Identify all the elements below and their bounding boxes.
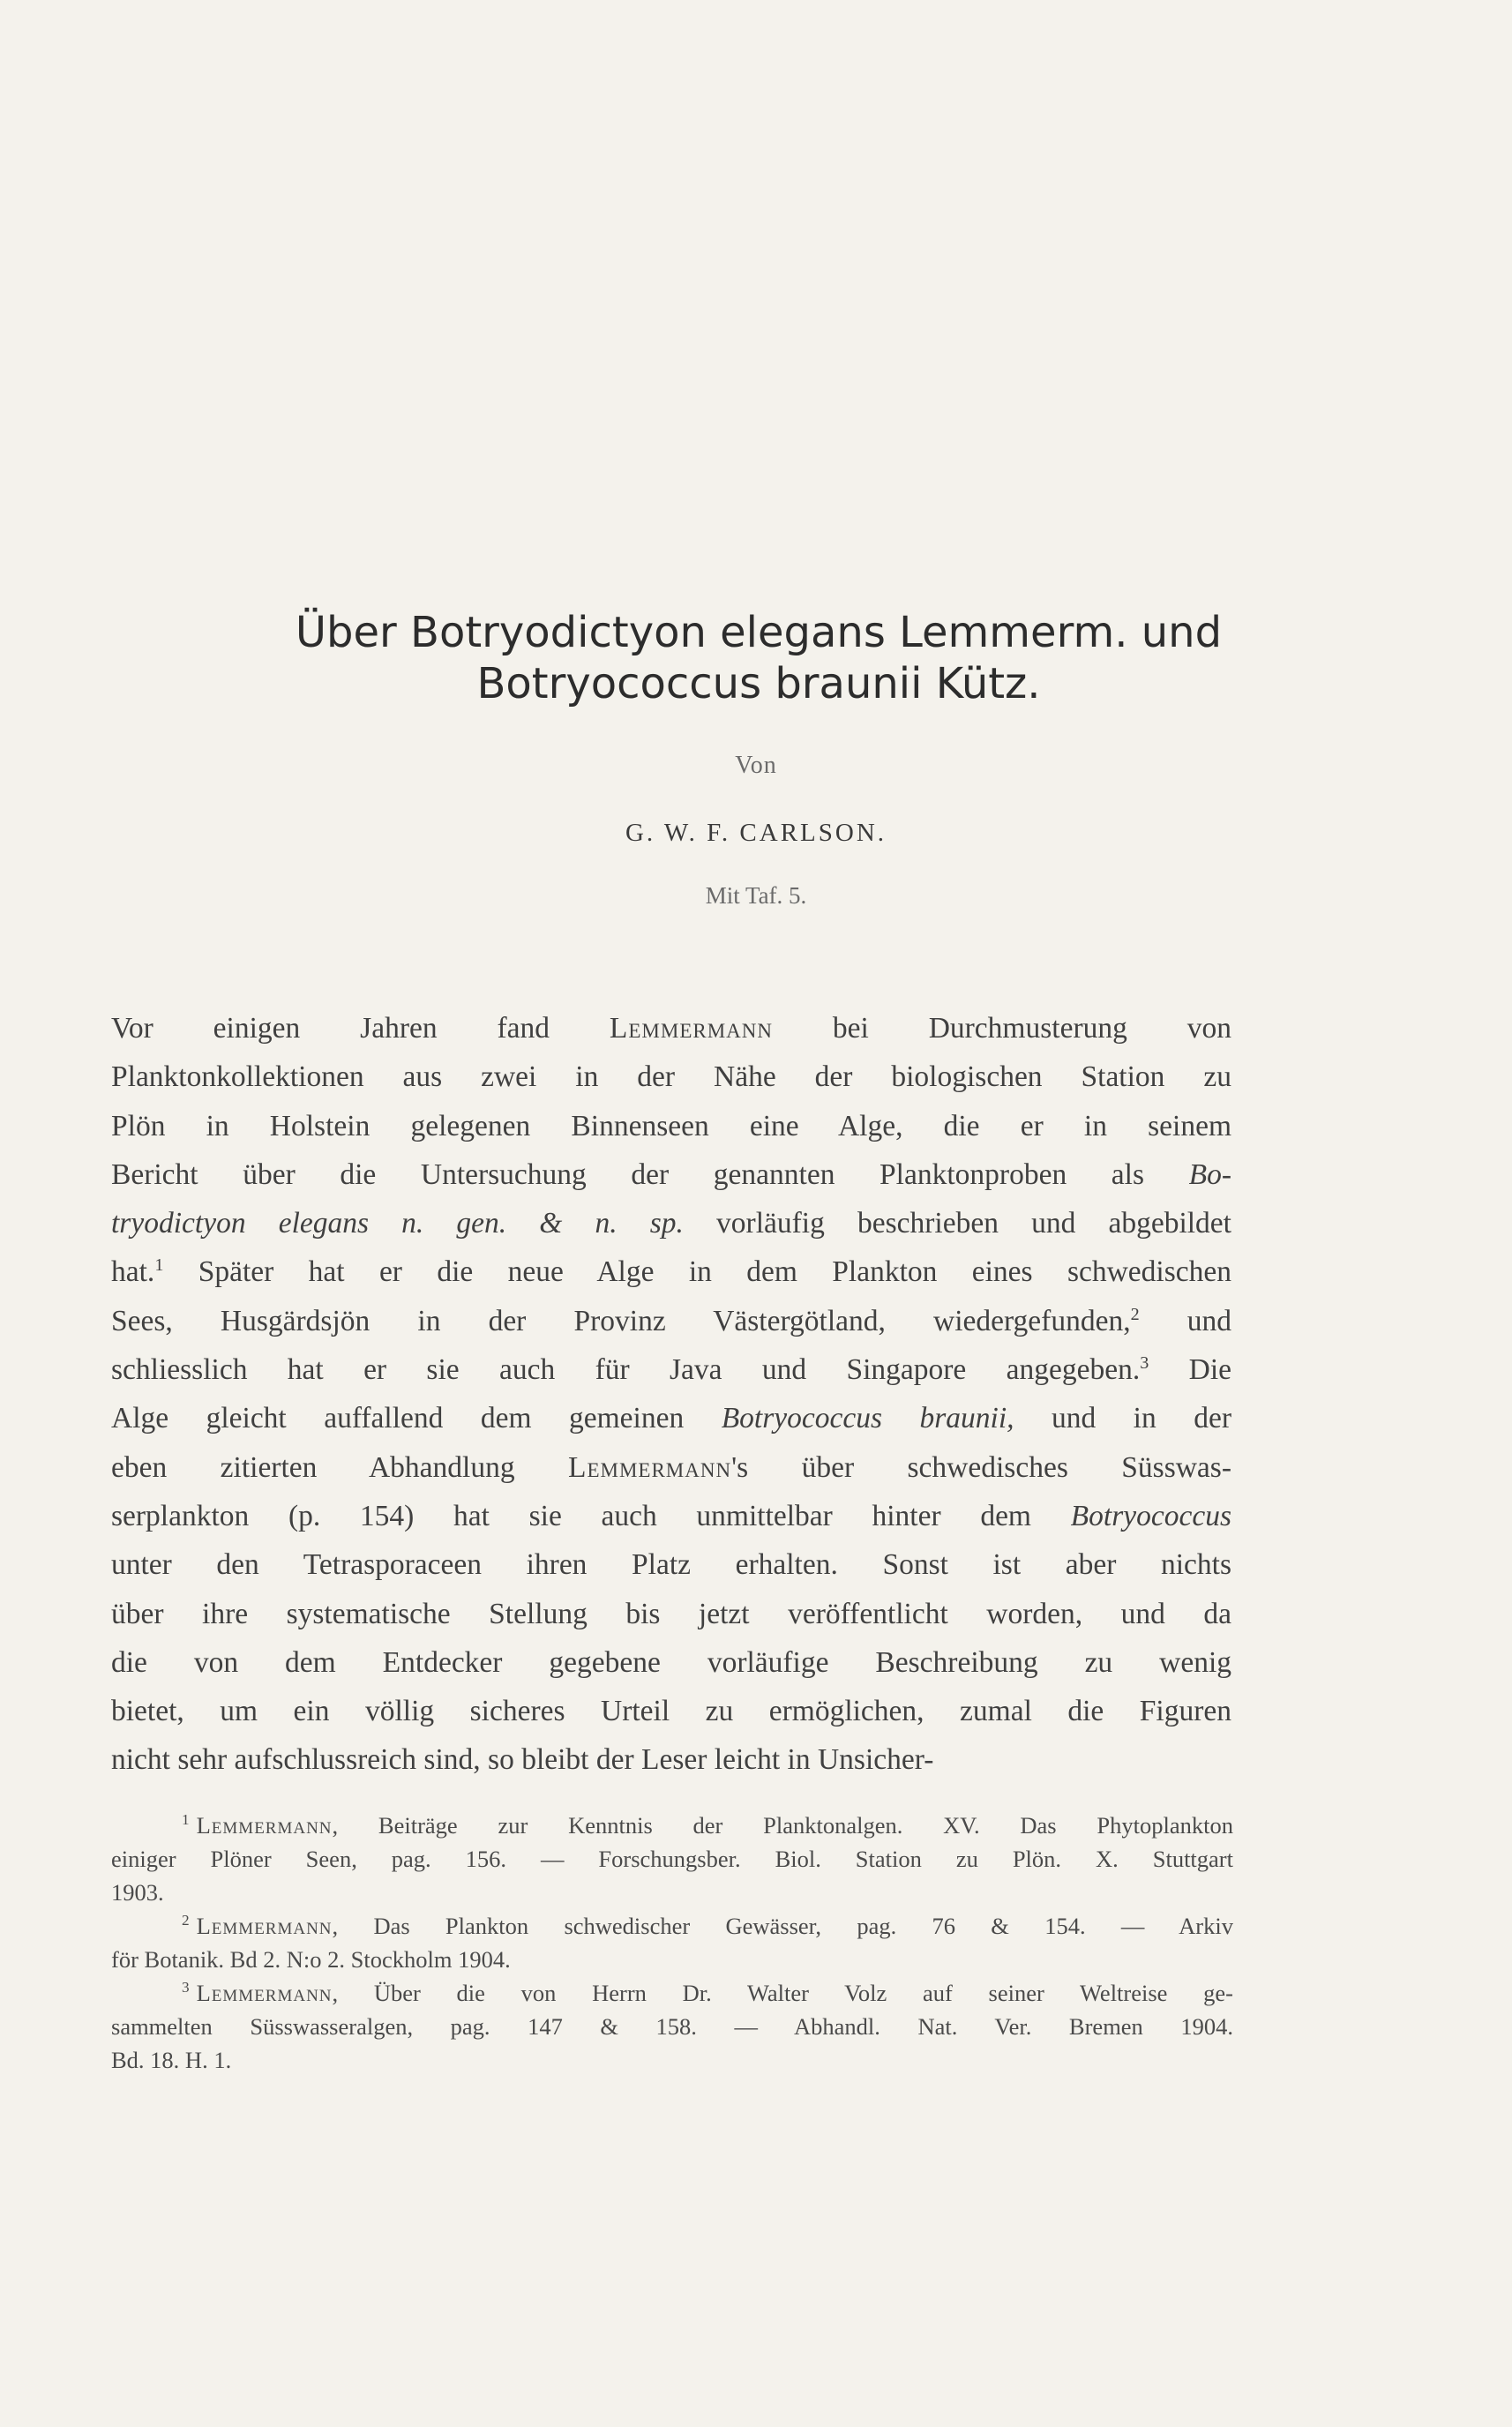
footnotes — [111, 1809, 1233, 2077]
body-line: bietet, um ein völlig sicheres Urteil zu ermöglichen, zumal die Figuren — [111, 1695, 1231, 1728]
author-reference: Lemmermann — [196, 1913, 333, 1939]
author-name: G. W. F. CARLSON. — [625, 819, 887, 847]
species-name: Bo- — [1188, 1157, 1231, 1191]
title-line-2: Botryococcus braunii Kütz. — [476, 659, 1041, 708]
body-line: hat.$^1$ Später hat er die neue Alge in dem Plankton eines schwedischen — [111, 1255, 1231, 1289]
footnote-line: Bd. 18. H. 1. — [111, 2047, 232, 2073]
footnote-1: $^1$ Lemmermann, Beiträge zur Kenntnis der Planktonalgen. XV. Das Phytoplankton einiger Plöner Seen, pag. 156. — Forschungsber. Biol. Station zu Plön. X. Stuttgart 1903. — [111, 1809, 1233, 1909]
byline-von: Von — [735, 752, 777, 779]
species-name: Botryococcus — [1070, 1499, 1231, 1532]
plate-reference: Mit Taf. 5. — [705, 882, 807, 909]
footnote-3: $^3$ Lemmermann, Über die von Herrn Dr. Walter Volz auf seiner Weltreise ge- sammelten Süsswasseralgen, pag. 147 & 158. — Abhandl. Nat. Ver. Bremen 1904. Bd. 18. H. 1. — [111, 1976, 1233, 2077]
body-line: eben zitierten Abhandlung Lemmermann's über schwedisches Süsswas- — [111, 1450, 1231, 1484]
author-reference: Lemmermann — [609, 1012, 773, 1045]
footnote-ref: 1 — [154, 1255, 164, 1276]
footnote-line: för Botanik. Bd 2. N:o 2. Stockholm 1904. — [111, 1946, 511, 1973]
body-line: Planktonkollektionen aus zwei in der Nähe der biologischen Station zu — [111, 1060, 1231, 1094]
species-name: Botryococcus braunii, — [721, 1402, 1014, 1435]
body-line: Alge gleicht auffallend dem gemeinen Botryococcus braunii, und in der — [111, 1402, 1231, 1435]
species-name: tryodictyon elegans n. gen. & n. sp. — [111, 1207, 684, 1240]
body-line: die von dem Entdecker gegebene vorläufige Beschreibung zu wenig — [111, 1645, 1231, 1679]
author-reference: Lemmermann — [196, 1980, 333, 2006]
body-line: unter den Tetrasporaceen ihren Platz erhalten. Sonst ist aber nichts — [111, 1548, 1231, 1582]
footnote-mark: 2 — [182, 1912, 190, 1929]
body-line: schliesslich hat er sie auch für Java und Singapore angegeben.$^3$ Die — [111, 1352, 1231, 1387]
footnote-mark: 3 — [182, 1979, 190, 1996]
footnote-line: 1903. — [111, 1879, 164, 1906]
footnote-mark: 1 — [182, 1811, 190, 1829]
footnote-ref: 3 — [1140, 1352, 1149, 1373]
body-paragraph — [111, 1004, 1231, 1785]
title-line-1: Über Botryodictyon elegans Lemmerm. und — [295, 608, 1223, 657]
body-line: Vor einigen Jahren fand Lemmermann bei Durchmusterung von — [111, 1012, 1231, 1045]
body-line: Sees, Husgärdsjön in der Provinz Västergötland, wiedergefunden,$^2$ und — [111, 1304, 1232, 1337]
body-line: tryodictyon elegans n. gen. & n. sp. vorläufig beschrieben und abgebildet — [111, 1207, 1231, 1240]
body-line: über ihre systematische Stellung bis jetzt veröffentlicht worden, und da — [111, 1597, 1231, 1630]
footnote-line: sammelten Süsswasseralgen, pag. 147 & 158. — Abhandl. Nat. Ver. Bremen 1904. — [111, 2013, 1233, 2040]
article-title — [115, 607, 1403, 709]
author-reference: Lemmermann — [568, 1450, 732, 1484]
body-line: Plön in Holstein gelegenen Binnenseen eine Alge, die er in seinem — [111, 1109, 1231, 1142]
body-line: serplankton (p. 154) hat sie auch unmittelbar hinter dem Botryococcus — [111, 1499, 1231, 1532]
footnote-2: $^2$ Lemmermann, Das Plankton schwedischer Gewässer, pag. 76 & 154. — Arkiv för Botanik. Bd 2. N:o 2. Stockholm 1904. — [111, 1909, 1233, 1976]
body-line: Bericht über die Untersuchung der genannten Planktonproben als Bo- — [111, 1157, 1231, 1191]
body-line: nicht sehr aufschlussreich sind, so bleibt der Leser leicht in Unsicher- — [111, 1743, 934, 1777]
footnote-ref: 2 — [1130, 1304, 1140, 1324]
footnote-line: einiger Plöner Seen, pag. 156. — Forschungsber. Biol. Station zu Plön. X. Stuttgart — [111, 1846, 1233, 1872]
author-reference: Lemmermann — [196, 1812, 333, 1839]
